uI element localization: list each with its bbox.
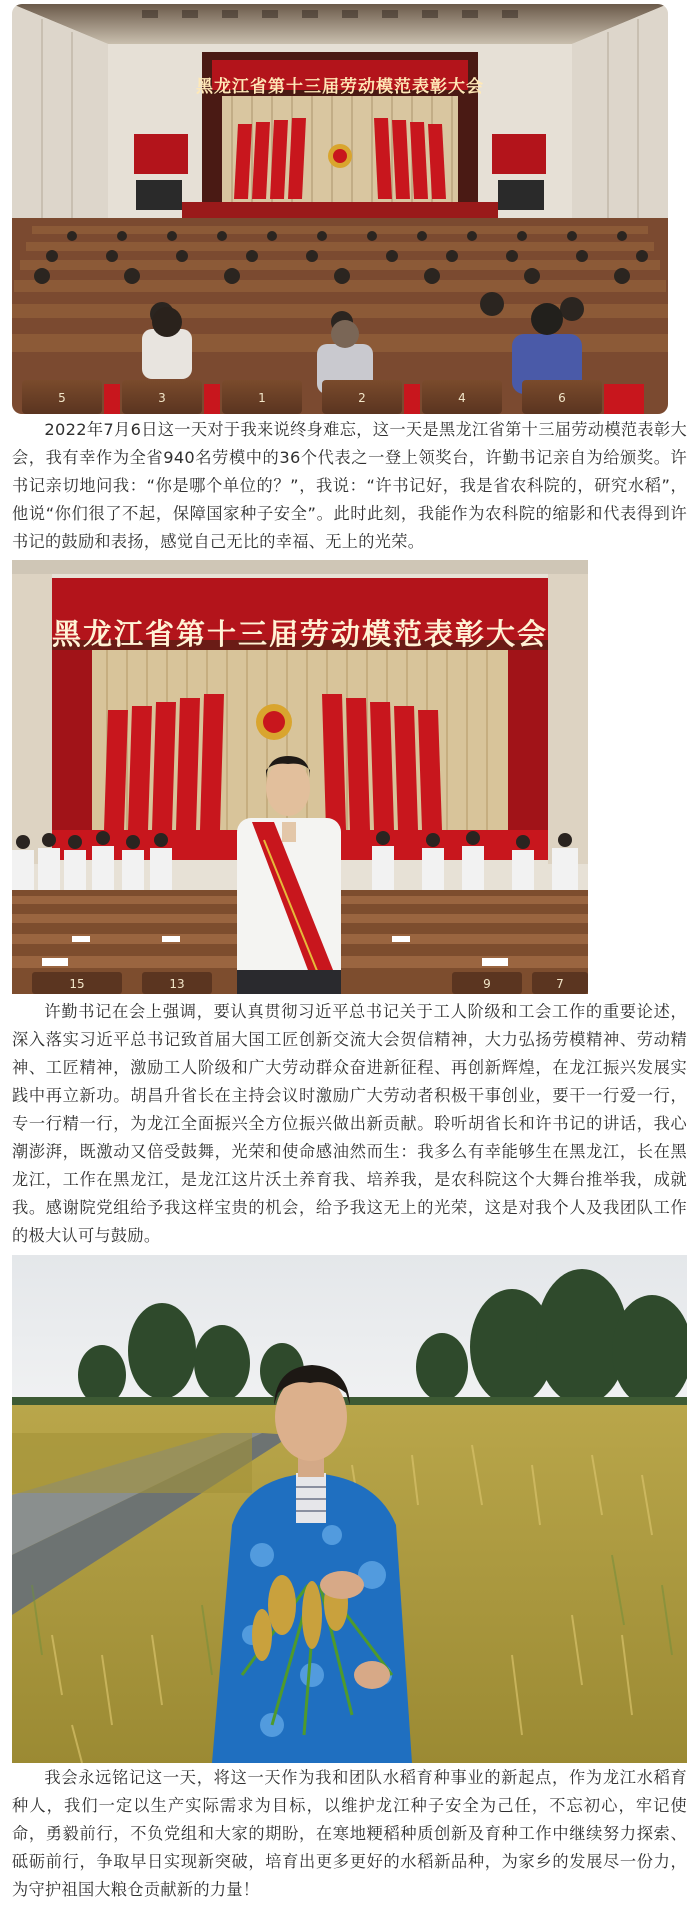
- seat-number: 5: [58, 391, 66, 405]
- seat-number: 13: [169, 977, 185, 991]
- photo-award-hall-wide: [12, 4, 668, 414]
- photo-awardee-on-stage: [12, 560, 588, 994]
- photo-rice-field: [12, 1255, 687, 1763]
- paragraph-speech-reflection: 许勤书记在会上强调，要认真贯彻习近平总书记关于工人阶级和工会工作的重要论述，深入落实习近平总书记致首届大国工匠创新交流大会贺信精神，大力弘扬劳模精神、劳动精神、工匠精神，激励工人阶级和广大劳动群众奋进新征程、再创新辉煌，在龙江振兴发展实践中再立新功。胡昌升省长在主持会议时激励广大劳动者积极干事创业，要干一行爱一行，专一行精一行，为龙江全面振兴全方位振兴做出新贡献。聆听胡省长和许书记的讲话，我心潮澎湃，既激动又倍受鼓舞，光荣和使命感油然而生：我多么有幸能够生在黑龙江，长在黑龙江，工作在黑龙江，是龙江这片沃土养育我、培养我，是农科院这个大舞台推举我，成就我。感谢院党组给予我这样宝贵的机会，给予我这无上的光荣，这是对我个人及我团队工作的极大认可与鼓励。: [12, 1002, 687, 1245]
- seat-number: 3: [158, 391, 166, 405]
- seat-number: 6: [558, 391, 566, 405]
- seat-number: 7: [556, 977, 564, 991]
- seat-number: 15: [69, 977, 85, 991]
- seat-number: 2: [358, 391, 366, 405]
- paragraph-future-commitment: 我会永远铭记这一天，将这一天作为我和团队水稻育种事业的新起点，作为龙江水稻育种人，我们一定以生产实际需求为目标，以维护龙江种子安全为己任，不忘初心，牢记使命，勇毅前行，不负党组和大家的期盼，在寒地粳稻种质创新及育种工作中继续努力探索、砥砺前行，争取早日实现新突破，培育出更多更好的水稻新品种，为家乡的发展尽一份力，为守护祖国大粮仓贡献新的力量！: [12, 1768, 687, 1899]
- photo-award-hall-wide-drawing: [12, 4, 668, 414]
- paragraph-award-day: 2022年7月6日这一天对于我来说终身难忘，这一天是黑龙江省第十三届劳动模范表彰大会，我有幸作为全省940名劳模中的36个代表之一登上领奖台，许勤书记亲自为给颁奖。许书记亲切地问我：“你是哪个单位的？”，我说：“许书记好，我是省农科院的，研究水稻”，他说“你们很了不起，保障国家种子安全”。此时此刻，我能作为农科院的缩影和代表得到许书记的鼓励和表扬，感觉自己无比的幸福、无上的光荣。: [12, 420, 687, 551]
- seat-number: 1: [258, 391, 266, 405]
- seat-number: 4: [458, 391, 466, 405]
- photo-rice-field-drawing: [12, 1255, 687, 1763]
- photo1-banner-text: 黑龙江省第十三届劳动模范表彰大会: [196, 77, 484, 97]
- photo2-banner-text: 黑龙江省第十三届劳动模范表彰大会: [51, 617, 548, 651]
- seat-number: 9: [483, 977, 491, 991]
